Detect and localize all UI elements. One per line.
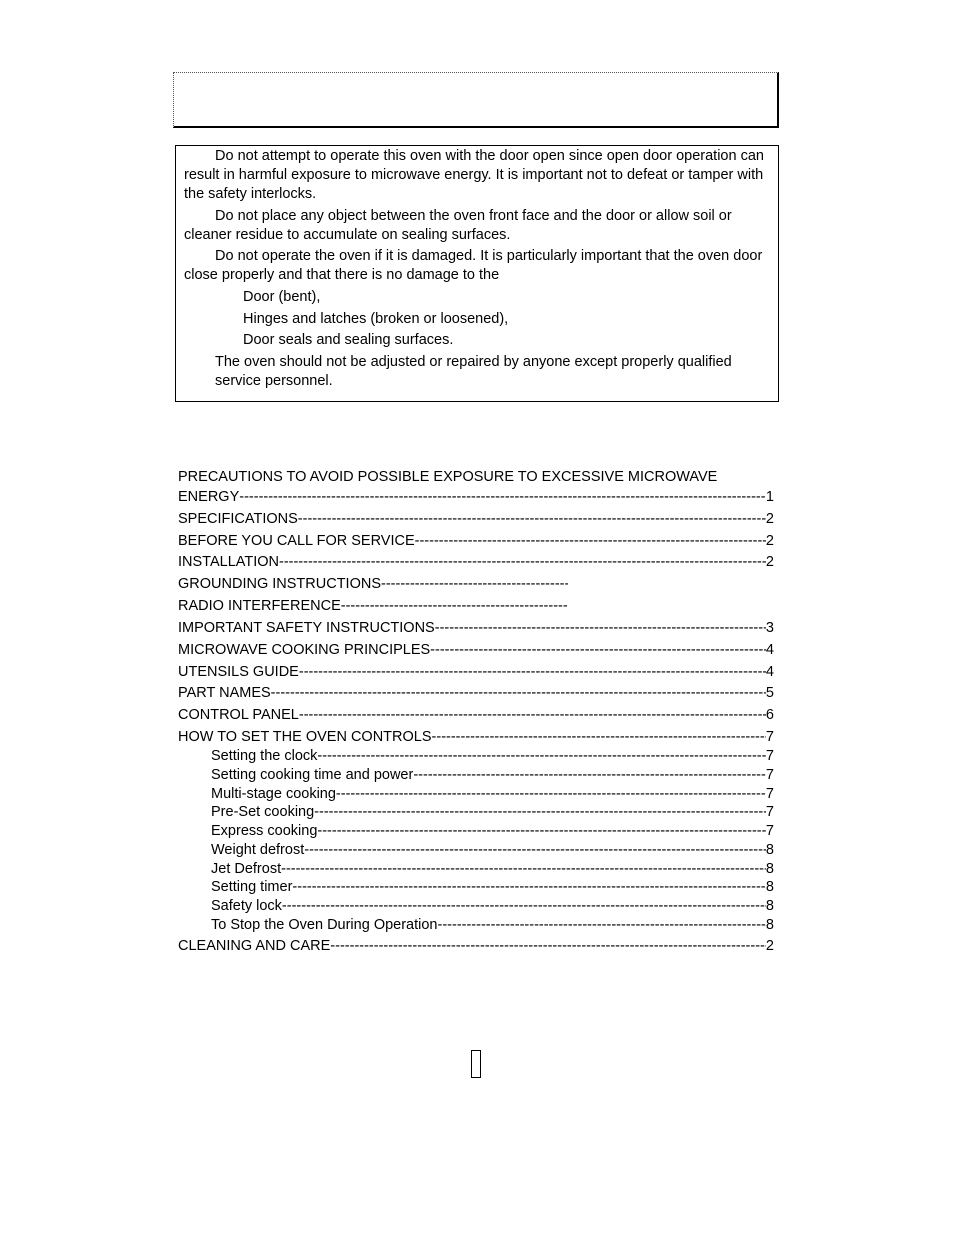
toc-entry-title: ENERGY bbox=[178, 489, 240, 505]
toc-leader bbox=[317, 748, 766, 764]
toc-entry[interactable] bbox=[178, 511, 774, 530]
toc-leader bbox=[341, 598, 568, 614]
toc-entry[interactable] bbox=[178, 938, 774, 957]
toc-entry[interactable] bbox=[178, 707, 774, 726]
toc-leader bbox=[413, 767, 766, 783]
toc-entry-title: RADIO INTERFERENCE bbox=[178, 598, 341, 614]
toc-entry[interactable] bbox=[178, 685, 774, 704]
toc-entry-title: UTENSILS GUIDE bbox=[178, 664, 299, 680]
toc-entry-page: 2 bbox=[765, 938, 774, 954]
toc-entry-page: 7 bbox=[765, 767, 774, 783]
toc-entry-page: 7 bbox=[765, 748, 774, 764]
toc-leader bbox=[271, 685, 766, 701]
toc-leader bbox=[314, 804, 766, 820]
toc-leader bbox=[415, 533, 766, 549]
precaution-paragraph-1: Do not attempt to operate this oven with the door open since open door operation can result in harmful exposure to microwave energy. It is important not to defeat or tamper with the safety interlocks. bbox=[184, 148, 764, 202]
toc-subentry[interactable] bbox=[211, 786, 774, 805]
toc-entry-title: HOW TO SET THE OVEN CONTROLS bbox=[178, 729, 432, 745]
toc-entry-title: Weight defrost bbox=[211, 842, 305, 858]
toc-leader bbox=[317, 823, 766, 839]
toc-entry[interactable] bbox=[178, 729, 774, 748]
toc-leader bbox=[438, 917, 766, 933]
toc-leader bbox=[381, 576, 568, 592]
toc-entry-page: 4 bbox=[765, 642, 774, 658]
toc-entry-title: IMPORTANT SAFETY INSTRUCTIONS bbox=[178, 620, 435, 636]
precautions-box bbox=[175, 145, 779, 402]
toc-leader bbox=[279, 554, 766, 570]
toc-entry-page: 7 bbox=[765, 786, 774, 802]
precaution-paragraph-3: Do not operate the oven if it is damaged. It is particularly important that the oven door close properly and that there is no damage to the bbox=[184, 248, 763, 283]
toc-entry-title: Setting cooking time and power bbox=[211, 767, 414, 783]
toc-leader bbox=[299, 664, 766, 680]
precaution-closing: The oven should not be adjusted or repaired by anyone except properly qualified service personnel. bbox=[215, 354, 732, 389]
toc-entry[interactable] bbox=[178, 489, 774, 508]
toc-entry-page: 2 bbox=[765, 533, 774, 549]
toc-entry-page: 8 bbox=[765, 898, 774, 914]
toc-entry-title: SPECIFICATIONS bbox=[178, 511, 298, 527]
toc-entry-page: 1 bbox=[765, 489, 774, 505]
toc-entry-page: 5 bbox=[765, 685, 774, 701]
toc-entry-page: 8 bbox=[765, 879, 774, 895]
toc-entry-page: 2 bbox=[765, 554, 774, 570]
toc-entry[interactable] bbox=[178, 576, 568, 595]
toc-entry-title: BEFORE YOU CALL FOR SERVICE bbox=[178, 533, 415, 549]
toc-leader bbox=[292, 879, 766, 895]
toc-leader bbox=[239, 489, 766, 505]
damage-item: Hinges and latches (broken or loosened), bbox=[243, 311, 509, 327]
toc-entry-page: 7 bbox=[765, 823, 774, 839]
toc-entry-title: PART NAMES bbox=[178, 685, 271, 701]
toc-entry-title: GROUNDING INSTRUCTIONS bbox=[178, 576, 381, 592]
toc-entry-page: 7 bbox=[765, 804, 774, 820]
precaution-paragraph-2: Do not place any object between the oven front face and the door or allow soil or cleaner residue to accumulate on sealing surfaces. bbox=[184, 208, 732, 243]
toc-subentry[interactable] bbox=[211, 879, 774, 898]
toc-entry-title: CLEANING AND CARE bbox=[178, 938, 331, 954]
toc-entry-page: 7 bbox=[765, 729, 774, 745]
toc-subentry[interactable] bbox=[211, 748, 774, 767]
toc-leader bbox=[336, 786, 766, 802]
header-box bbox=[173, 72, 779, 128]
toc-subentry[interactable] bbox=[211, 804, 774, 823]
toc-entry-title: Setting timer bbox=[211, 879, 293, 895]
toc-leader bbox=[432, 729, 766, 745]
page-number-box bbox=[471, 1050, 481, 1078]
toc-entry-page: 8 bbox=[765, 861, 774, 877]
toc-entry-title: Setting the clock bbox=[211, 748, 318, 764]
toc-subentry[interactable] bbox=[211, 898, 774, 917]
toc-entry[interactable] bbox=[178, 664, 774, 683]
toc-entry-title: Safety lock bbox=[211, 898, 282, 914]
toc-leader bbox=[281, 861, 766, 877]
toc-subentry[interactable] bbox=[211, 861, 774, 880]
toc-entry-page: 2 bbox=[765, 511, 774, 527]
toc-entry-title: To Stop the Oven During Operation bbox=[211, 917, 438, 933]
toc-leader bbox=[298, 511, 766, 527]
toc-entry-page: 8 bbox=[765, 917, 774, 933]
toc-entry-title: Multi-stage cooking bbox=[211, 786, 336, 802]
toc-subentry[interactable] bbox=[211, 842, 774, 861]
toc-entry-title: Pre-Set cooking bbox=[211, 804, 315, 820]
toc-leader bbox=[304, 842, 766, 858]
damage-item: Door seals and sealing surfaces. bbox=[243, 332, 454, 348]
toc-entry[interactable] bbox=[178, 642, 774, 661]
toc-entry[interactable] bbox=[178, 620, 774, 639]
toc-entry[interactable] bbox=[178, 598, 568, 617]
toc-leader bbox=[282, 898, 766, 914]
toc-entry[interactable] bbox=[178, 554, 774, 573]
toc-subentry[interactable] bbox=[211, 917, 774, 936]
toc-entry-title: Jet Defrost bbox=[211, 861, 282, 877]
toc-entry-page: 8 bbox=[765, 842, 774, 858]
toc-leader bbox=[299, 707, 766, 723]
toc-entry-title: INSTALLATION bbox=[178, 554, 279, 570]
toc-entry-page: 4 bbox=[765, 664, 774, 680]
toc-subentry[interactable] bbox=[211, 823, 774, 842]
toc-leader bbox=[330, 938, 766, 954]
toc-entry-title: CONTROL PANEL bbox=[178, 707, 299, 723]
toc-leader bbox=[435, 620, 766, 636]
toc-entry[interactable] bbox=[178, 533, 774, 552]
toc-entry-title: Express cooking bbox=[211, 823, 318, 839]
toc-entry-page: 3 bbox=[765, 620, 774, 636]
toc-entry-title: MICROWAVE COOKING PRINCIPLES bbox=[178, 642, 431, 658]
toc-first-line: PRECAUTIONS TO AVOID POSSIBLE EXPOSURE TO EXCESSIVE MICROWAVE bbox=[178, 469, 718, 485]
toc-entry-page: 6 bbox=[765, 707, 774, 723]
toc-leader bbox=[430, 642, 766, 658]
toc-subentry[interactable] bbox=[211, 767, 774, 786]
damage-item: Door (bent), bbox=[243, 289, 321, 305]
